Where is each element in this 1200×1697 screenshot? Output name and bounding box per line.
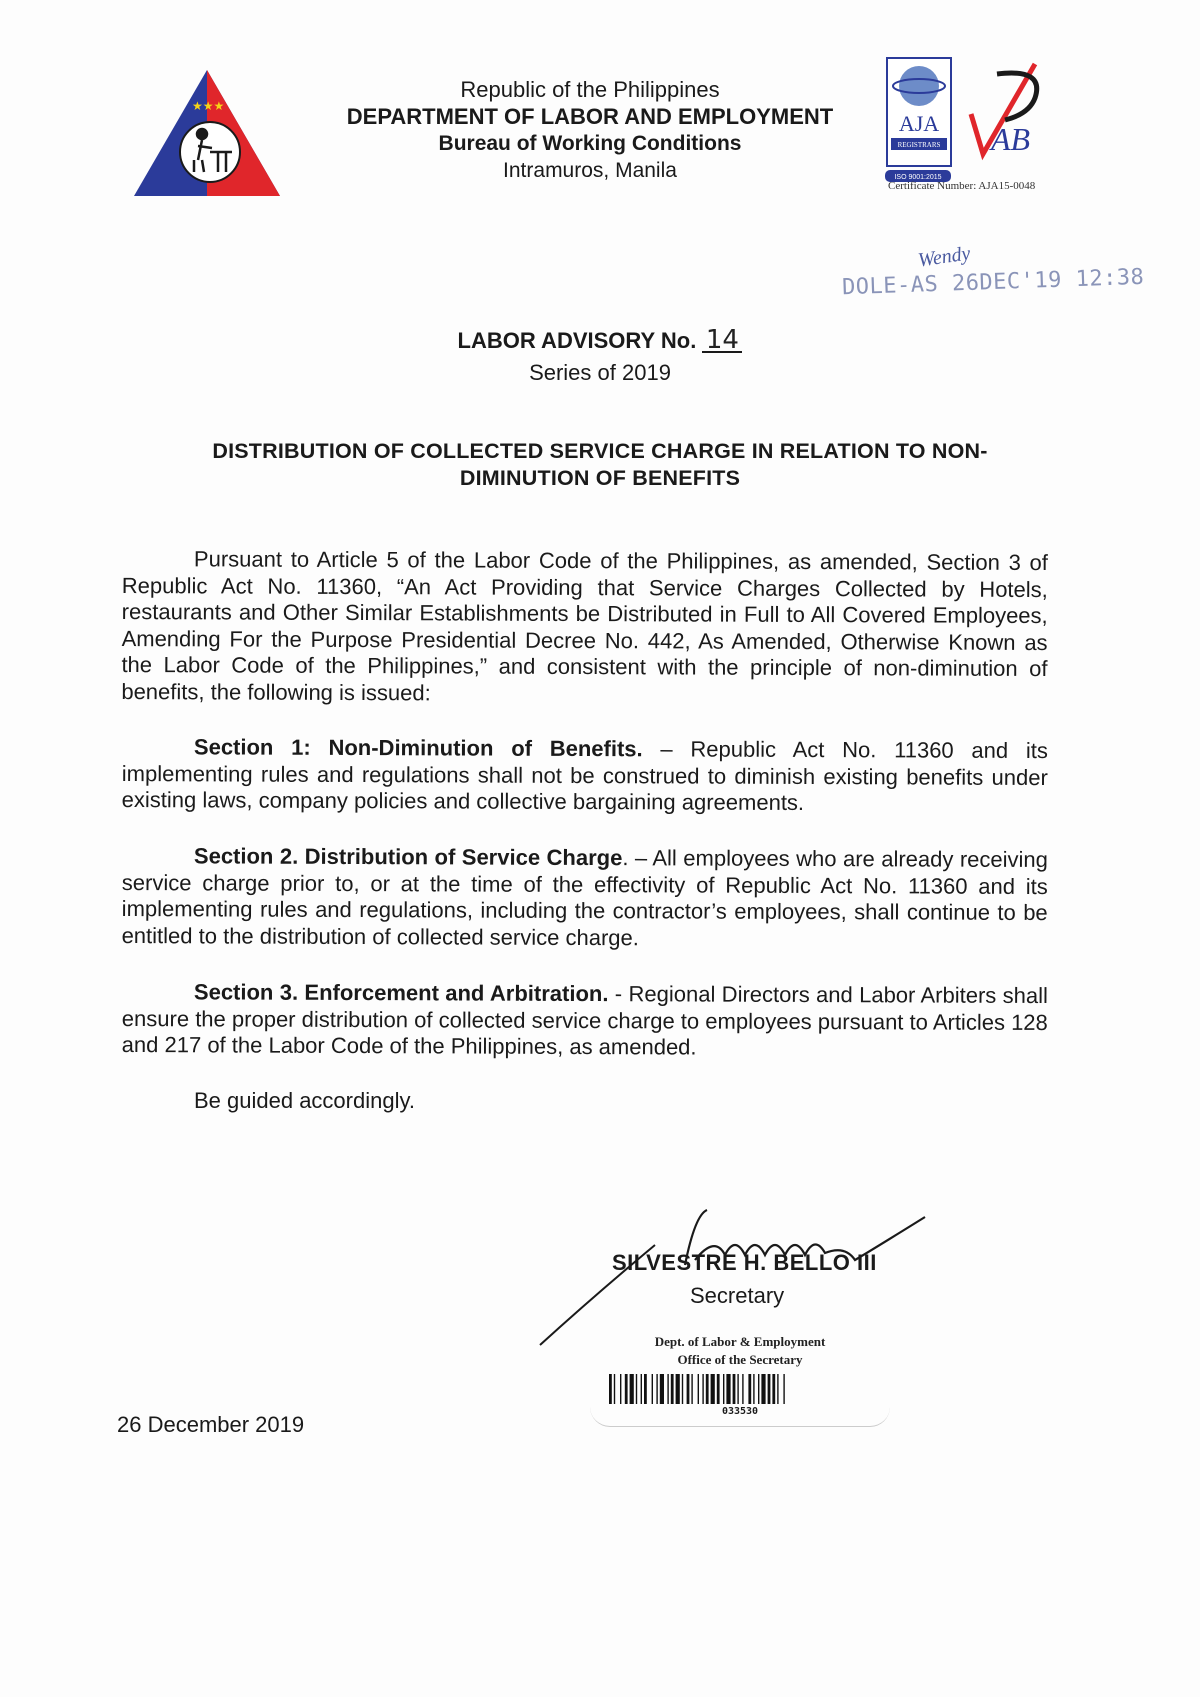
issue-date: 26 December 2019 bbox=[117, 1412, 305, 1437]
closing-text: Be guided accordingly. bbox=[194, 1088, 415, 1113]
svg-text:ISO 9001:2015: ISO 9001:2015 bbox=[894, 174, 942, 181]
svg-text:AB: AB bbox=[991, 121, 1031, 157]
section-1-heading: Section 1: Non-Diminution of Benefits. bbox=[193, 734, 643, 762]
received-stamp: DOLE-AS 26DEC'19 12:38 bbox=[841, 264, 1145, 301]
section-3 bbox=[122, 979, 1048, 1063]
svg-text:AJA: AJA bbox=[898, 111, 940, 136]
advisory-number: 14 bbox=[702, 329, 742, 353]
signatory-title: Secretary bbox=[690, 1283, 785, 1308]
intro-text: Pursuant to Article 5 of the Labor Code of the Philippines, as amended, Section 3 of Republic Act No. 11360, “An Act Providing that Service Charges Collected by Hotels, restaurants and Other Similar Establishments be Distributed in Full to All Covered Employees, Amending For the Purpose Presidential Decree No. 442, As Amended, Otherwise Known as the Labor Code of the Philippines,” and consistent with the principle of non-diminution of benefits, the following is issued: bbox=[121, 546, 1048, 705]
advisory-label: LABOR ADVISORY No. bbox=[457, 328, 697, 353]
section-2-heading: Section 2. Distribution of Service Charge bbox=[193, 843, 623, 871]
dole-logo-icon bbox=[132, 68, 282, 198]
advisory-subject: DISTRIBUTION OF COLLECTED SERVICE CHARGE IN RELATION TO NON-DIMINUTION OF BENEFITS bbox=[212, 439, 988, 490]
barcode-icon bbox=[609, 1374, 871, 1404]
receiving-stamp-dept: Dept. of Labor & Employment bbox=[654, 1334, 826, 1349]
certification-logo-icon bbox=[885, 56, 1055, 196]
section-1 bbox=[122, 734, 1048, 818]
section-2 bbox=[122, 843, 1048, 953]
certificate-number: Certificate Number: AJA15-0048 bbox=[888, 180, 1036, 192]
section-3-text: - Regional Directors and Labor Arbiters shall ensure the proper distribution of collected service charge to employees pursuant to Articles 128 and 217 of the Labor Code of the Philippines, as amended. bbox=[121, 981, 1049, 1060]
signatory-name: SILVESTRE H. BELLO III bbox=[612, 1250, 877, 1275]
section-1-text: – Republic Act No. 11360 and its implementing rules and regulations shall not be construed to diminish existing benefits under existing laws, company policies and collective bargaining agreements. bbox=[121, 736, 1049, 815]
receiving-stamp-office: Office of the Secretary bbox=[677, 1352, 803, 1367]
stamp-initials: Wendy bbox=[916, 242, 972, 272]
section-3-heading: Section 3. Enforcement and Arbitration. bbox=[193, 979, 609, 1007]
intro-paragraph bbox=[121, 546, 1048, 709]
receiving-stamp bbox=[590, 1330, 890, 1427]
header-bureau: Bureau of Working Conditions bbox=[438, 132, 742, 155]
closing-paragraph bbox=[122, 1088, 1048, 1115]
barcode-number: 033530 bbox=[721, 1406, 759, 1417]
svg-text:★★★: ★★★ bbox=[192, 99, 225, 113]
agency-header bbox=[330, 76, 850, 184]
section-2-text: . – All employees who are already receiving service charge prior to, or at the time of the effectivity of Republic Act No. 11360 and its implementing rules and regulations, including the contractor’s employees, shall continue to be entitled to the distribution of collected service charge. bbox=[121, 845, 1048, 950]
header-location: Intramuros, Manila bbox=[503, 159, 677, 182]
header-republic: Republic of the Philippines bbox=[460, 77, 720, 102]
header-department: DEPARTMENT OF LABOR AND EMPLOYMENT bbox=[346, 104, 834, 129]
advisory-heading bbox=[0, 325, 1200, 386]
svg-text:REGISTRARS: REGISTRARS bbox=[897, 141, 941, 149]
advisory-series: Series of 2019 bbox=[529, 360, 671, 385]
